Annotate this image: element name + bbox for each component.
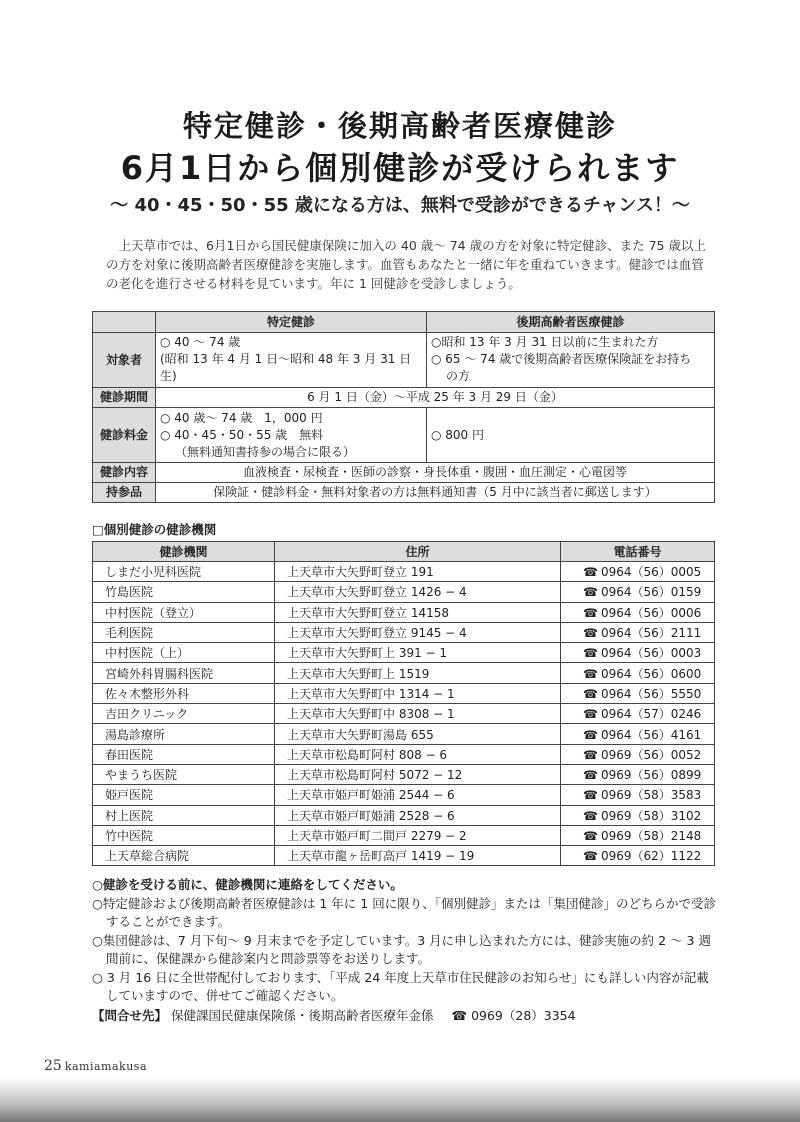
clinic-phone [561, 744, 715, 764]
content-value: 血液検査・尿検査・医師の診察・身長体重・腹囲・血圧測定・心電図等 [156, 463, 715, 483]
period-label: 健診期間 [93, 388, 156, 408]
fee-tokutei-line2: ○ 40・45・50・55 歳 無料 [160, 427, 324, 442]
period-value: 6 月 1 日（金）〜平成 25 年 3 月 29 日（金） [156, 388, 715, 408]
note-contact-clinic: ○健診を受ける前に、健診機関に連絡をしてください。 [92, 877, 403, 892]
table-row [93, 764, 715, 784]
clinic-phone-number: 0969（62）1122 [600, 849, 702, 864]
clinic-phone-number: 0964（57）0246 [600, 707, 702, 722]
clinic-phone [561, 805, 715, 825]
fee-tokutei-line3: （無料通知書持参の場合に限る） [175, 444, 356, 459]
note-group-checkup: ○集団健診は、7 月下旬〜 9 月末までを予定しています。3 月に申し込まれた方には、健診実施の約 2 〜 3 週間前に、保健課から健診案内と問診票等をお送りします。 [92, 932, 711, 966]
notes [92, 876, 717, 1006]
summary-header-kouki: 後期高齢者医療健診 [427, 312, 715, 333]
items-value: 保険証・健診料金・無料対象者の方は無料通知書（5 月中に該当者に郵送します） [156, 483, 715, 503]
table-row [93, 805, 715, 825]
clinic-address: 上天草市姫戸町姫浦 2528 − 6 [275, 805, 561, 825]
clinic-address: 上天草市大矢野町上 1519 [275, 663, 561, 683]
clinic-name: 宮崎外科胃腸科医院 [93, 663, 275, 683]
clinic-phone [561, 764, 715, 784]
clinic-name: 上天草総合病院 [93, 846, 275, 866]
clinic-phone-number: 0964（56）2111 [600, 626, 702, 641]
clinics-header-phone: 電話番号 [561, 542, 715, 562]
clinic-phone [561, 704, 715, 724]
page-title-line2: 6月1日から個別健診が受けられます [120, 149, 680, 187]
page-number [44, 1058, 147, 1074]
clinic-phone-number: 0964（56）0003 [600, 646, 702, 661]
phone-icon: ☎ [583, 788, 598, 803]
clinic-phone [561, 562, 715, 582]
contact-phone: 0969（28）3354 [471, 1008, 576, 1023]
phone-icon: ☎ [583, 646, 598, 661]
table-row [93, 582, 715, 602]
clinic-address: 上天草市姫戸町姫浦 2544 − 6 [275, 785, 561, 805]
page-title-line1: 特定健診・後期高齢者医療健診 [182, 109, 617, 143]
clinic-phone-number: 0964（56）5550 [600, 686, 702, 701]
phone-icon: ☎ [451, 1008, 468, 1023]
site-name: kamiamakusa [64, 1060, 148, 1073]
fee-tokutei-line1: ○ 40 歳〜 74 歳 1，000 円 [160, 410, 323, 425]
phone-icon: ☎ [583, 666, 598, 681]
target-tokutei-line1: ○ 40 〜 74 歳 [160, 335, 241, 349]
clinic-phone-number: 0964（56）0600 [600, 666, 702, 681]
clinic-name: 姫戸医院 [93, 785, 275, 805]
clinic-phone-number: 0964（56）0006 [600, 605, 702, 620]
phone-icon: ☎ [583, 707, 598, 722]
clinic-name: 村上医院 [93, 805, 275, 825]
contact-text: 保健課国民健康保険係・後期高齢者医療年金係 [171, 1008, 434, 1023]
clinic-address: 上天草市姫戸町二間戸 2279 − 2 [275, 825, 561, 845]
clinic-phone-number: 0964（56）4161 [600, 727, 702, 742]
clinic-name: 中村医院（上） [93, 643, 275, 663]
clinic-address: 上天草市大矢野町中 8308 − 1 [275, 704, 561, 724]
clinic-address: 上天草市大矢野町湯島 655 [275, 724, 561, 744]
target-kouki-line1: ○昭和 13 年 3 月 31 日以前に生まれた方 [431, 335, 659, 349]
clinic-address: 上天草市大矢野町登立 14158 [275, 602, 561, 622]
clinic-name: 中村医院（登立） [93, 602, 275, 622]
phone-icon: ☎ [583, 849, 598, 864]
clinic-phone [561, 785, 715, 805]
phone-icon: ☎ [583, 727, 598, 742]
table-row [93, 724, 715, 744]
clinic-name: 春田医院 [93, 744, 275, 764]
clinic-name: 毛利医院 [93, 622, 275, 642]
clinic-phone [561, 643, 715, 663]
clinic-phone [561, 582, 715, 602]
clinic-phone-number: 0969（58）3583 [600, 788, 702, 803]
target-kouki-line2: ○ 65 〜 74 歳で後期高齢者医療保険証をお持ち [431, 352, 692, 366]
table-row [93, 744, 715, 764]
clinic-phone [561, 683, 715, 703]
clinic-phone-number: 0969（56）0052 [600, 747, 702, 762]
clinic-name: 湯島診療所 [93, 724, 275, 744]
phone-icon: ☎ [583, 565, 598, 580]
table-row [93, 683, 715, 703]
table-row [93, 622, 715, 642]
clinic-phone [561, 724, 715, 744]
contact-line [92, 1006, 576, 1024]
clinic-address: 上天草市大矢野町登立 191 [275, 562, 561, 582]
phone-icon: ☎ [583, 808, 598, 823]
clinic-phone-number: 0969（58）2148 [600, 829, 702, 843]
phone-icon: ☎ [583, 686, 598, 701]
clinic-phone-number: 0969（56）0899 [600, 768, 702, 783]
table-row [93, 663, 715, 683]
clinic-phone-number: 0969（58）3102 [600, 808, 702, 823]
phone-icon: ☎ [583, 747, 598, 762]
clinic-phone-number: 0964（56）0005 [600, 565, 702, 580]
clinic-address: 上天草市大矢野町登立 1426 − 4 [275, 582, 561, 602]
table-row [93, 704, 715, 724]
summary-header-blank [93, 312, 156, 333]
phone-icon: ☎ [583, 768, 598, 783]
phone-icon: ☎ [583, 585, 598, 600]
clinic-address: 上天草市大矢野町中 1314 − 1 [275, 683, 561, 703]
clinic-phone [561, 663, 715, 683]
clinic-name: 竹島医院 [93, 582, 275, 602]
page-number-value: 25 [44, 1058, 62, 1074]
clinic-name: 竹中医院 [93, 825, 275, 845]
phone-icon: ☎ [583, 829, 598, 843]
clinics-header-name: 健診機関 [93, 542, 275, 562]
clinic-name: 吉田クリニック [93, 704, 275, 724]
clinic-address: 上天草市龍ヶ岳町高戸 1419 − 19 [275, 846, 561, 866]
phone-icon: ☎ [583, 626, 598, 641]
clinic-phone [561, 825, 715, 845]
footer-bar [0, 1078, 800, 1122]
contact-label: 【問合せ先】 [92, 1008, 168, 1023]
target-kouki-line3: の方 [446, 369, 471, 383]
table-row [93, 846, 715, 866]
intro-paragraph: 上天草市では、6月1日から国民健康保険に加入の 40 歳〜 74 歳の方を対象に特定健診、また 75 歳以上の方を対象に後期高齢者医療健診を実施します。血管もあなたと一緒に年を重ねていきます。健診では血管の老化を進行させる材料を見ています。年に 1 回健診を受診しましょう。 [106, 238, 706, 291]
fee-kouki: ○ 800 円 [427, 408, 715, 463]
target-tokutei-line2: (昭和 13 年 4 月 1 日〜昭和 48 年 3 月 31 日生) [160, 352, 412, 383]
table-row [93, 785, 715, 805]
summary-table [92, 311, 715, 503]
clinic-address: 上天草市大矢野町上 391 − 1 [275, 643, 561, 663]
note-notice-distribution: ○ 3 月 16 日に全世帯配付しております、「平成 24 年度上天草市住民健診のお知らせ」にも詳しい内容が記載していますので、併せてご確認ください。 [92, 969, 709, 1003]
target-kouki [427, 333, 715, 388]
fee-tokutei [156, 408, 427, 463]
clinic-phone [561, 622, 715, 642]
content-label: 健診内容 [93, 463, 156, 483]
clinic-name: やまうち医院 [93, 764, 275, 784]
table-row [93, 562, 715, 582]
clinics-header-address: 住所 [275, 542, 561, 562]
table-row [93, 602, 715, 622]
clinic-name: しまだ小児科医院 [93, 562, 275, 582]
note-once-per-year: ○特定健診および後期高齢者医療健診は 1 年に 1 回に限り、「個別健診」または「集団健診」のどちらかで受診することができます。 [92, 895, 716, 929]
clinic-phone [561, 846, 715, 866]
table-row [93, 825, 715, 845]
items-label: 持参品 [93, 483, 156, 503]
clinics-section-title: □個別健診の健診機関 [92, 522, 217, 537]
page-subtitle: 〜 40・45・50・55 歳になる方は、無料で受診ができるチャンス！〜 [110, 195, 690, 216]
fee-label: 健診料金 [93, 408, 156, 463]
clinic-phone [561, 602, 715, 622]
summary-header-tokutei: 特定健診 [156, 312, 427, 333]
clinic-phone-number: 0964（56）0159 [600, 585, 702, 600]
clinic-name: 佐々木整形外科 [93, 683, 275, 703]
clinics-table [92, 541, 715, 866]
clinic-address: 上天草市大矢野町登立 9145 − 4 [275, 622, 561, 642]
target-tokutei [156, 333, 427, 388]
clinic-address: 上天草市松島町阿村 5072 − 12 [275, 764, 561, 784]
clinic-address: 上天草市松島町阿村 808 − 6 [275, 744, 561, 764]
target-label: 対象者 [93, 333, 156, 388]
table-row [93, 643, 715, 663]
phone-icon: ☎ [583, 605, 598, 620]
